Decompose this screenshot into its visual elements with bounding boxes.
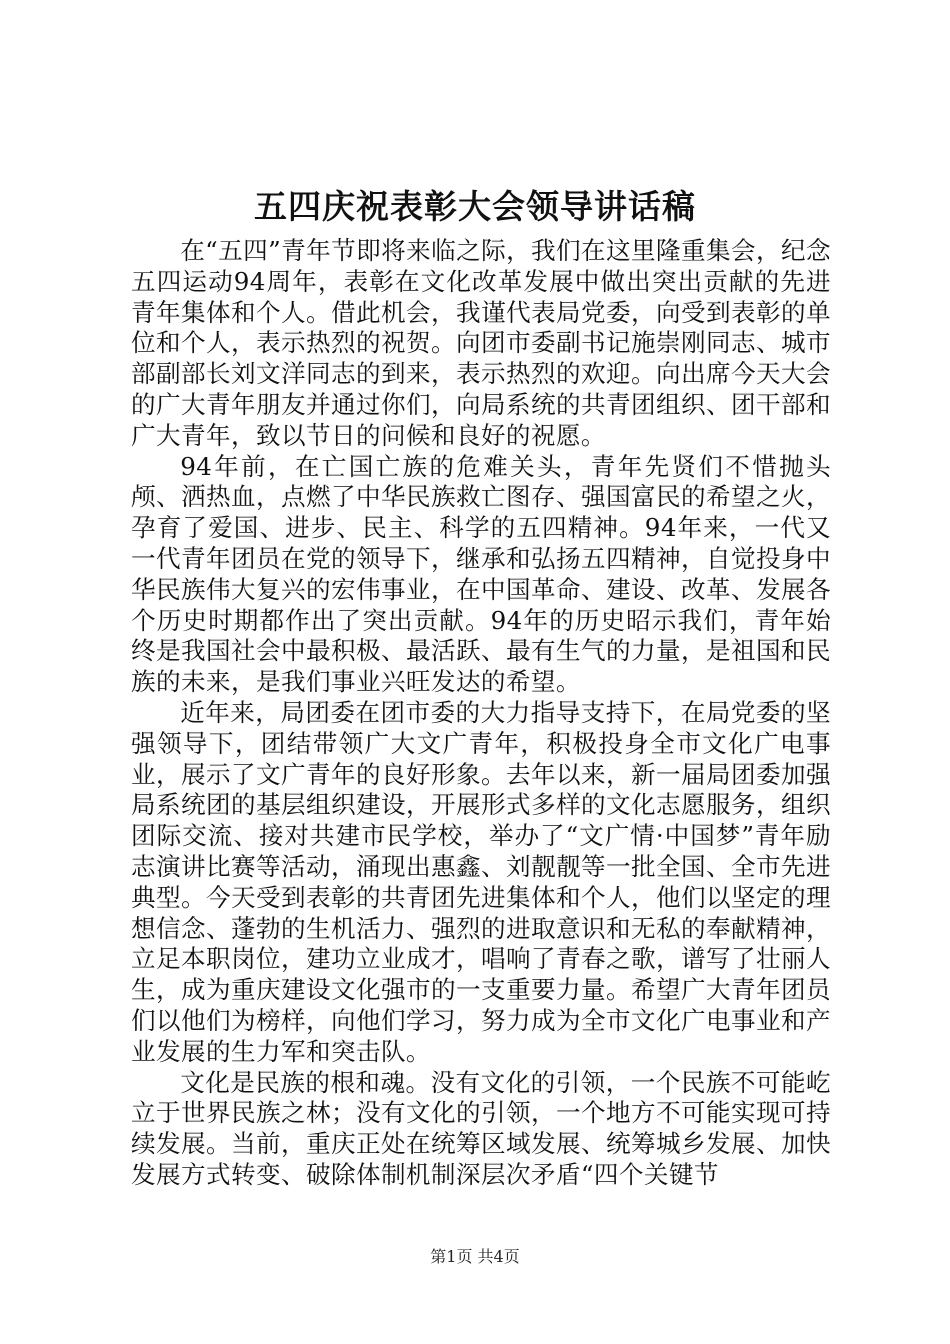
page-number-footer: 第1页 共4页 — [430, 1247, 520, 1266]
paragraph-1: 在“五四”青年节即将来临之际，我们在这里隆重集会，纪念五四运动94周年，表彰在文化改革发展中做出突出贡献的先进青年集体和个人。借此机会，我谨代表局党委，向受到表彰的单位和个人，表示热烈的祝贺。向团市委副书记施崇刚同志、城市部副部长刘文洋同志的到来，表示热烈的欢迎。向出席今天大会的广大青年朋友并通过你们，向局系统的共青团组织、团干部和广大青年，致以节日的问候和良好的祝愿。 — [131, 236, 831, 450]
document-title: 五四庆祝表彰大会领导讲话稿 — [254, 187, 696, 226]
paragraph-2: 94年前，在亡国亡族的危难关头，青年先贤们不惜抛头颅、洒热血，点燃了中华民族救亡图存、强国富民的希望之火，孕育了爱国、进步、民主、科学的五四精神。94年来，一代又一代青年团员在党的领导下，继承和弘扬五四精神，自觉投身中华民族伟大复兴的宏伟事业，在中国革命、建设、改革、发展各个历史时期都作出了突出贡献。94年的历史昭示我们，青年始终是我国社会中最积极、最活跃、最有生气的力量，是祖国和民族的未来，是我们事业兴旺发达的希望。 — [131, 451, 831, 697]
document-body — [131, 236, 831, 1191]
paragraph-3: 近年来，局团委在团市委的大力指导支持下，在局党委的坚强领导下，团结带领广大文广青年，积极投身全市文化广电事业，展示了文广青年的良好形象。去年以来，新一届局团委加强局系统团的基层组织建设，开展形式多样的文化志愿服务，组织团际交流、接对共建市民学校，举办了“文广情·中国梦”青年励志演讲比赛等活动，涌现出惠鑫、刘靓靓等一批全国、全市先进典型。今天受到表彰的共青团先进集体和个人，他们以坚定的理想信念、蓬勃的生机活力、强烈的进取意识和无私的奉献精神，立足本职岗位，建功立业成才，唱响了青春之歌，谱写了壮丽人生，成为重庆建设文化强市的一支重要力量。希望广大青年团员们以他们为榜样，向他们学习，努力成为全市文化广电事业和产业发展的生力军和突击队。 — [131, 697, 831, 1066]
paragraph-4: 文化是民族的根和魂。没有文化的引领，一个民族不可能屹立于世界民族之林；没有文化的引领，一个地方不可能实现可持续发展。当前，重庆正处在统筹区域发展、统筹城乡发展、加快发展方式转变、破除体制机制深层次矛盾“四个关键节 — [131, 1067, 831, 1189]
